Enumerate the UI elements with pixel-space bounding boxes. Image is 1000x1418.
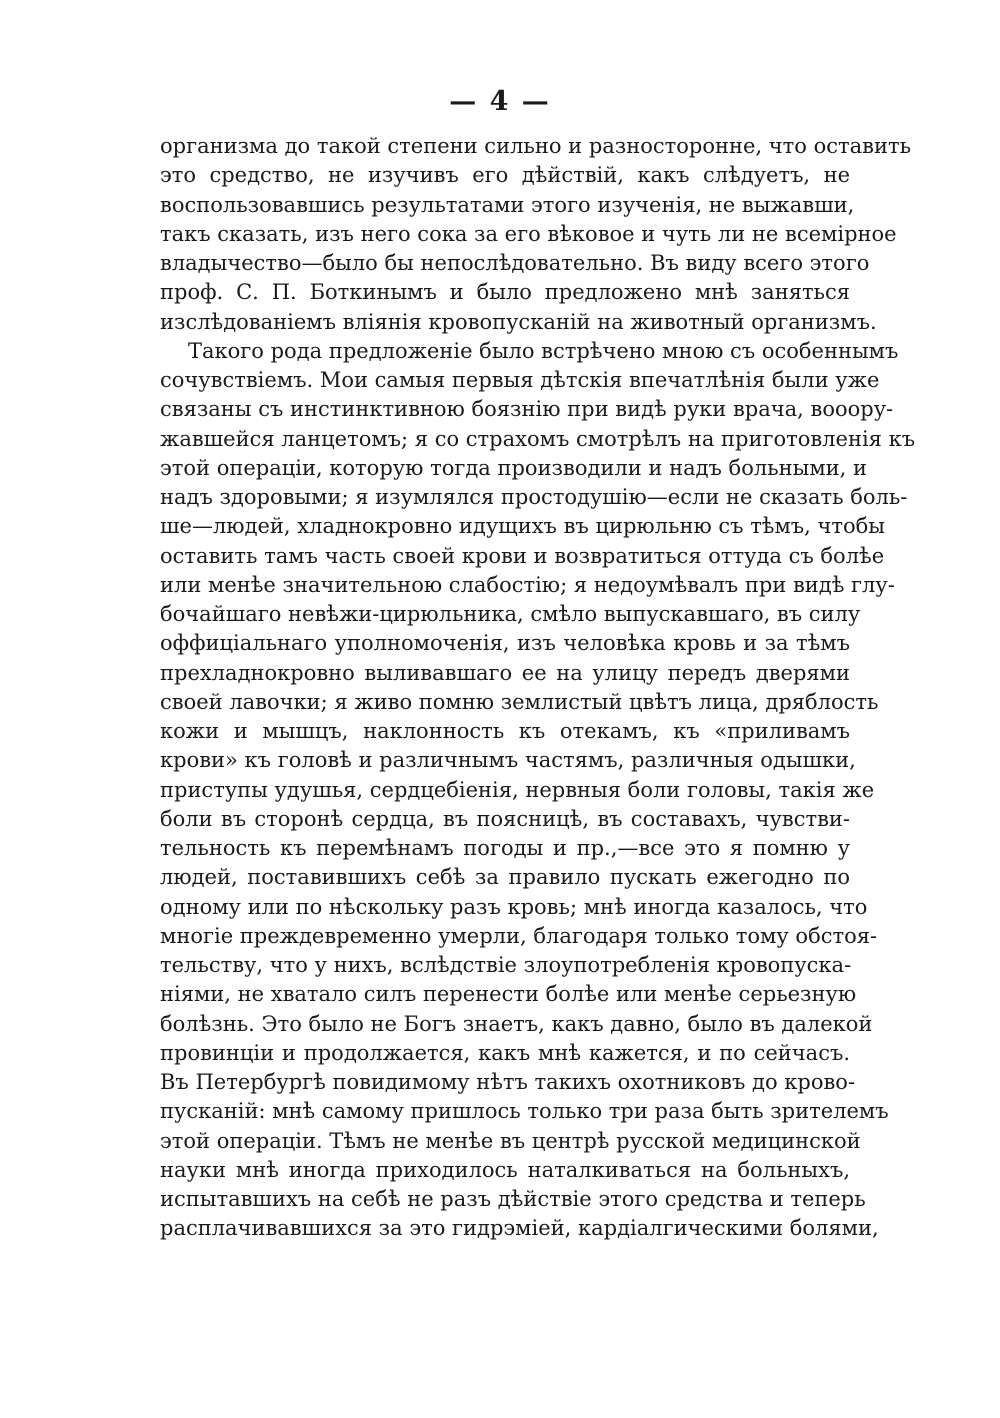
- text-line: расплачивавшихся за это гидрэміей, кардіалгическими болями,: [160, 1216, 879, 1241]
- text-line: бочайшаго невѣжи-цирюльника, смѣло выпускавшаго, въ силу: [160, 602, 861, 626]
- text-line: науки мнѣ иногда приходилось наталкиваться на больныхъ,: [160, 1157, 850, 1182]
- text-line: тельству, что у нихъ, вслѣдствіе злоупотребленія кровопуска-: [160, 953, 852, 977]
- text-line: ше—людей, хладнокровно идущихъ въ цирюльню съ тѣмъ, чтобы: [160, 514, 886, 539]
- text-line: пусканій: мнѣ самому пришлось только три раза быть зрителемъ: [160, 1099, 889, 1124]
- text-line: крови» къ головѣ и различнымъ частямъ, различныя одышки,: [160, 748, 856, 773]
- text-line: надъ здоровыми; я изумлялся простодушію—если не сказать боль-: [160, 485, 908, 509]
- text-line: болѣзнь. Это было не Богъ знаетъ, какъ давно, было въ далекой: [160, 1011, 873, 1036]
- text-line: кожи и мышцъ, наклонность къ отекамъ, къ «приливамъ: [160, 719, 850, 743]
- text-line: приступы удушья, сердцебіенія, нервныя боли головы, такія же: [160, 777, 875, 802]
- text-line: изслѣдованіемъ вліянія кровопусканій на животный организмъ.: [160, 309, 877, 334]
- text-line: этой операціи, которую тогда производили и надъ больными, и: [160, 455, 868, 480]
- text-line: оффиціальнаго уполномоченія, изъ человѣка кровь и за тѣмъ: [160, 631, 850, 656]
- text-line: этой операціи. Тѣмъ не менѣе въ центрѣ русской медицинской: [160, 1128, 861, 1153]
- text-line: провинціи и продолжается, какъ мнѣ кажется, и по сейчасъ.: [160, 1040, 850, 1065]
- text-line: проф. С. П. Боткинымъ и было предложено мнѣ заняться: [160, 280, 850, 305]
- text-line: людей, поставившихъ себѣ за правило пускать ежегодно по: [160, 865, 850, 890]
- paragraph-2: [160, 337, 916, 1244]
- text-line: испытавшихъ на себѣ не разъ дѣйствіе этого средства и теперь: [160, 1187, 866, 1211]
- text-line: это средство, не изучивъ его дѣйствій, какъ слѣдуетъ, не: [160, 163, 850, 188]
- text-line: своей лавочки; я живо помню землистый цвѣтъ лица, дряблость: [160, 689, 879, 714]
- page-number: — 4 —: [449, 86, 551, 117]
- text-line: такъ сказать, изъ него сока за его вѣковое и чуть ли не всемірное: [160, 221, 897, 246]
- text-line: Въ Петербургѣ повидимому нѣтъ такихъ охотниковъ до крово-: [160, 1070, 856, 1094]
- text-line: организма до такой степени сильно и разносторонне, что оставить: [160, 134, 911, 158]
- text-line: сочувствіемъ. Мои самыя первыя дѣтскія впечатлѣнія были уже: [160, 368, 880, 392]
- paragraph-1: [160, 132, 911, 337]
- text-line: Такого рода предложеніе было встрѣчено мною съ особеннымъ: [188, 338, 899, 363]
- text-line: оставить тамъ часть своей крови и возвратиться оттуда съ болѣе: [160, 543, 885, 568]
- text-line: связаны съ инстинктивною боязнію при видѣ руки врача, вооору-: [160, 397, 894, 422]
- text-line: или менѣе значительною слабостію; я недоумѣвалъ при видѣ глу-: [160, 572, 895, 597]
- text-line: прехладнокровно выливавшаго ее на улицу передъ дверями: [160, 660, 850, 685]
- text-line: боли въ сторонѣ сердца, въ поясницѣ, въ составахъ, чувстви-: [160, 806, 850, 831]
- body-text: [160, 132, 916, 1244]
- text-line: ніями, не хватало силъ перенести болѣе или менѣе серьезную: [160, 982, 857, 1007]
- text-line: воспользовавшись результатами этого изученія, не выжавши,: [160, 192, 855, 217]
- text-line: владычество—было бы непослѣдовательно. Въ виду всего этого: [160, 251, 870, 275]
- text-line: жавшейся ланцетомъ; я со страхомъ смотрѣлъ на приготовленія къ: [160, 426, 916, 451]
- text-line: тельность къ перемѣнамъ погоды и пр.,—все это я помню у: [160, 836, 850, 860]
- text-line: многіе преждевременно умерли, благодаря только тому обстоя-: [160, 923, 878, 948]
- text-line: одному или по нѣскольку разъ кровь; мнѣ иногда казалось, что: [160, 894, 868, 919]
